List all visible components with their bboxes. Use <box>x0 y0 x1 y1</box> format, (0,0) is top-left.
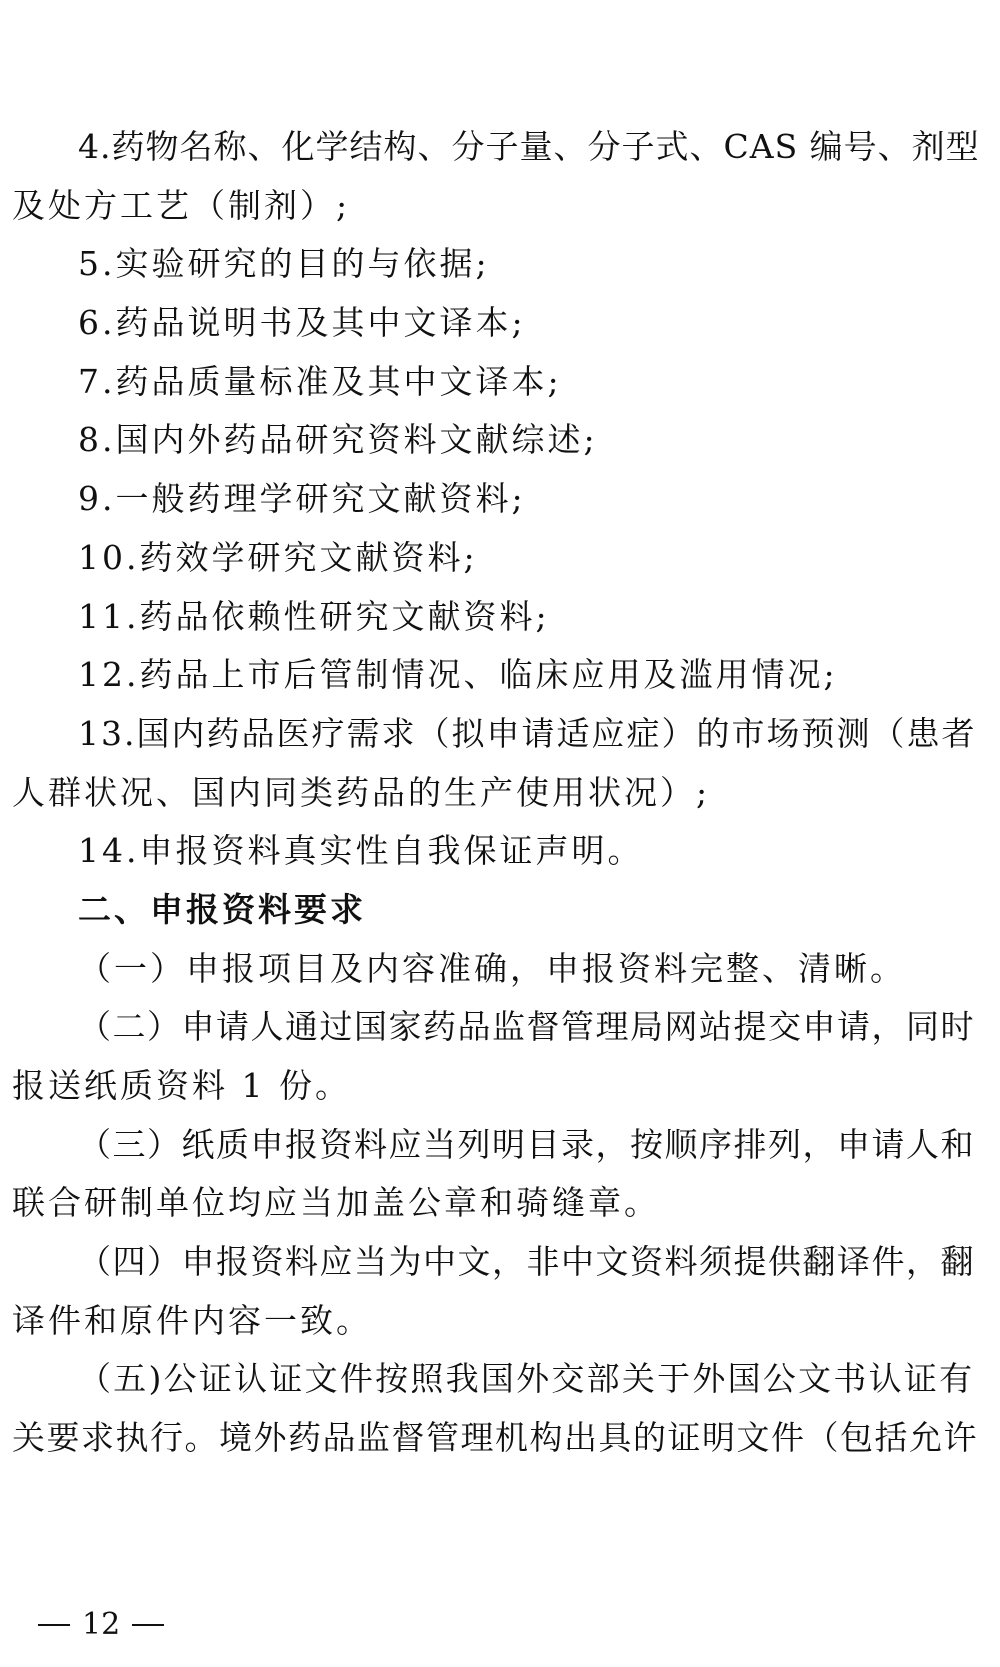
list-item-13-continued: 人群状况、国内同类药品的生产使用状况）; <box>12 772 711 812</box>
requirement-4: （四）申报资料应当为中文，非中文资料须提供翻译件，翻 <box>78 1242 975 1282</box>
section-heading: 二、申报资料要求 <box>78 889 366 929</box>
left-dash <box>38 1624 70 1626</box>
requirement-1: （一）申报项目及内容准确，申报资料完整、清晰。 <box>78 948 906 988</box>
requirement-3-continued: 联合研制单位均应当加盖公章和骑缝章。 <box>12 1183 660 1223</box>
requirement-3: （三）纸质申报资料应当列明目录，按顺序排列，申请人和 <box>78 1124 975 1164</box>
page-number-footer <box>38 1605 164 1645</box>
requirement-2: （二）申请人通过国家药品监督管理局网站提交申请，同时 <box>78 1007 975 1047</box>
list-item-11: 11.药品依赖性研究文献资料; <box>78 596 550 636</box>
list-item-10: 10.药效学研究文献资料; <box>78 537 478 577</box>
list-item-14: 14.申报资料真实性自我保证声明。 <box>78 831 644 871</box>
document-body <box>12 118 980 1468</box>
page-number: 12 <box>82 1607 121 1642</box>
right-dash <box>132 1624 164 1626</box>
requirement-5: （五)公证认证文件按照我国外交部关于外国公文书认证有 <box>78 1359 975 1399</box>
list-item-4-continued: 及处方工艺（制剂）; <box>12 185 351 225</box>
list-item-6: 6.药品说明书及其中文译本; <box>78 303 526 343</box>
requirement-5-continued: 关要求执行。境外药品监督管理机构出具的证明文件（包括允许 <box>12 1418 978 1458</box>
list-item-8: 8.国内外药品研究资料文献综述; <box>78 420 598 460</box>
list-item-5: 5.实验研究的目的与依据; <box>78 244 490 284</box>
requirement-2-continued: 报送纸质资料 1 份。 <box>12 1066 351 1105</box>
list-item-12: 12.药品上市后管制情况、临床应用及滥用情况; <box>78 655 838 695</box>
list-item-9: 9.一般药理学研究文献资料; <box>78 479 526 519</box>
requirement-4-continued: 译件和原件内容一致。 <box>12 1300 372 1340</box>
list-item-7: 7.药品质量标准及其中文译本; <box>78 361 562 401</box>
list-item-4: 4.药物名称、化学结构、分子量、分子式、CAS 编号、剂型 <box>78 127 980 166</box>
list-item-13: 13.国内药品医疗需求（拟申请适应症）的市场预测（患者 <box>78 713 977 753</box>
